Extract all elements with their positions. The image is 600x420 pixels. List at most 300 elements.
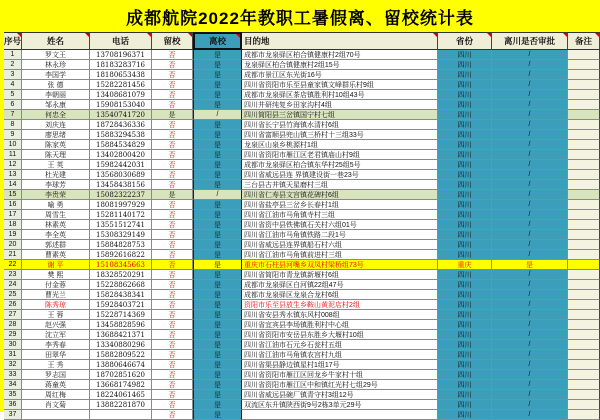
cell-phone[interactable]: 15908153040 — [90, 100, 152, 110]
cell-seq[interactable]: 4 — [4, 80, 22, 90]
cell-name[interactable]: 付金蓉 — [22, 280, 90, 290]
cell-leave[interactable]: 是 — [193, 350, 242, 360]
cell-seq[interactable]: 33 — [4, 370, 22, 380]
cell-dest[interactable]: 四川省渠县静边镇星村1组17号 — [242, 360, 438, 370]
cell-leave[interactable]: 是 — [193, 330, 242, 340]
cell-note[interactable] — [568, 100, 600, 110]
cell-phone[interactable]: 13340880296 — [90, 340, 152, 350]
cell-name[interactable]: 赵兴强 — [22, 320, 90, 330]
cell-appr[interactable]: / — [492, 100, 568, 110]
cell-leave[interactable]: 是 — [193, 90, 242, 100]
cell-stay[interactable]: 否 — [152, 350, 193, 360]
cell-prov[interactable]: 四川 — [438, 70, 492, 80]
cell-phone[interactable]: 15928403721 — [90, 300, 152, 310]
cell-appr[interactable]: / — [492, 290, 568, 300]
cell-stay[interactable]: 否 — [152, 140, 193, 150]
cell-leave[interactable]: 是 — [193, 130, 242, 140]
cell-seq[interactable]: 29 — [4, 330, 22, 340]
cell-phone[interactable]: 13408681079 — [90, 90, 152, 100]
cell-name[interactable]: 沈立军 — [22, 330, 90, 340]
cell-dest[interactable]: 三台县古井镇天星磨村三组 — [242, 180, 438, 190]
column-header-phone[interactable]: 电话 — [90, 32, 152, 50]
cell-note[interactable] — [568, 350, 600, 360]
cell-dest[interactable]: 成都市龙泉驿区龙泉合龙村6组 — [242, 290, 438, 300]
cell-seq[interactable]: 17 — [4, 210, 22, 220]
cell-prov[interactable]: 四川 — [438, 210, 492, 220]
cell-dest[interactable]: 成都市龙泉驿区白河镇22组47号 — [242, 280, 438, 290]
cell-appr[interactable]: / — [492, 210, 568, 220]
cell-note[interactable] — [568, 50, 600, 60]
cell-leave[interactable]: 是 — [193, 220, 242, 230]
cell-note[interactable] — [568, 130, 600, 140]
cell-name[interactable]: 张 德 — [22, 80, 90, 90]
cell-stay[interactable]: 否 — [152, 360, 193, 370]
cell-appr[interactable]: / — [492, 60, 568, 70]
cell-seq[interactable]: 3 — [4, 70, 22, 80]
cell-prov[interactable]: 四川 — [438, 60, 492, 70]
cell-dest[interactable]: 四川省江油市马角镇农宫村九组 — [242, 350, 438, 360]
cell-dest[interactable]: 四川省江油市石元乡石瓮村五组 — [242, 340, 438, 350]
cell-seq[interactable]: 6 — [4, 100, 22, 110]
cell-phone[interactable]: 13708196371 — [90, 50, 152, 60]
cell-leave[interactable]: 是 — [193, 170, 242, 180]
cell-dest[interactable]: 四川省资阳市雁江区中和镇红光村七组29号 — [242, 380, 438, 390]
cell-seq[interactable]: 16 — [4, 200, 22, 210]
cell-prov[interactable]: 四川 — [438, 150, 492, 160]
cell-stay[interactable]: 否 — [152, 200, 193, 210]
cell-seq[interactable]: 14 — [4, 180, 22, 190]
cell-stay[interactable]: 否 — [152, 120, 193, 130]
cell-seq[interactable]: 11 — [4, 150, 22, 160]
cell-appr[interactable]: / — [492, 310, 568, 320]
cell-name[interactable]: 陈家英 — [22, 140, 90, 150]
cell-appr[interactable]: / — [492, 280, 568, 290]
cell-appr[interactable]: / — [492, 70, 568, 80]
cell-phone[interactable]: 15228862668 — [90, 280, 152, 290]
cell-seq[interactable]: 26 — [4, 300, 22, 310]
cell-dest[interactable]: 四川省宜宾县李场镇胜利村中心组 — [242, 320, 438, 330]
cell-prov[interactable]: 四川 — [438, 320, 492, 330]
cell-dest[interactable]: 四川省简阳市青龙镇新堰村6组 — [242, 270, 438, 280]
cell-leave[interactable]: 是 — [193, 70, 242, 80]
cell-seq[interactable]: 21 — [4, 250, 22, 260]
cell-leave[interactable]: 是 — [193, 150, 242, 160]
cell-note[interactable] — [568, 160, 600, 170]
cell-name[interactable]: 林素英 — [22, 220, 90, 230]
cell-note[interactable] — [568, 220, 600, 230]
cell-note[interactable] — [568, 190, 600, 200]
cell-name[interactable]: 陈秀琼 — [22, 300, 90, 310]
cell-appr[interactable]: / — [492, 180, 568, 190]
cell-leave[interactable]: 是 — [193, 120, 242, 130]
cell-phone[interactable]: 13458438156 — [90, 180, 152, 190]
cell-dest[interactable]: 四川省威远县连 界镇建设街一巷23号 — [242, 170, 438, 180]
cell-dest[interactable]: 四川省江油市马角镇铁路二段1号 — [242, 230, 438, 240]
cell-prov[interactable]: 四川 — [438, 110, 492, 120]
cell-appr[interactable]: / — [492, 400, 568, 410]
cell-appr[interactable]: / — [492, 250, 568, 260]
cell-note[interactable] — [568, 400, 600, 410]
cell-seq[interactable]: 30 — [4, 340, 22, 350]
cell-prov[interactable]: 四川 — [438, 280, 492, 290]
cell-name[interactable]: 李贵荣 — [22, 190, 90, 200]
cell-phone[interactable]: 18180653438 — [90, 70, 152, 80]
cell-dest[interactable]: 四川省资阳市乐至县童家镇文峰群乐村9组 — [242, 80, 438, 90]
cell-seq[interactable]: 10 — [4, 140, 22, 150]
cell-seq[interactable]: 35 — [4, 390, 22, 400]
cell-note[interactable] — [568, 200, 600, 210]
cell-seq[interactable]: 36 — [4, 400, 22, 410]
cell-stay[interactable]: 否 — [152, 290, 193, 300]
cell-phone[interactable]: 13880646674 — [90, 360, 152, 370]
cell-prov[interactable]: 四川 — [438, 230, 492, 240]
cell-note[interactable] — [568, 410, 600, 420]
cell-prov[interactable]: 四川 — [438, 140, 492, 150]
cell-dest[interactable]: 四川省富顺县兜山镇三桥村十三组33号 — [242, 130, 438, 140]
cell-leave[interactable]: 是 — [193, 390, 242, 400]
cell-note[interactable] — [568, 80, 600, 90]
cell-appr[interactable]: / — [492, 350, 568, 360]
cell-seq[interactable]: 23 — [4, 270, 22, 280]
cell-prov[interactable]: 四川 — [438, 400, 492, 410]
cell-note[interactable] — [568, 330, 600, 340]
cell-name[interactable] — [22, 410, 90, 420]
cell-seq[interactable]: 13 — [4, 170, 22, 180]
cell-phone[interactable]: 15308329149 — [90, 230, 152, 240]
cell-appr[interactable]: / — [492, 140, 568, 150]
cell-phone[interactable]: 18728436336 — [90, 120, 152, 130]
cell-leave[interactable]: 是 — [193, 370, 242, 380]
cell-phone[interactable]: 13688421371 — [90, 330, 152, 340]
cell-prov[interactable]: 四川 — [438, 250, 492, 260]
cell-stay[interactable]: 否 — [152, 90, 193, 100]
cell-name[interactable]: 陈天理 — [22, 150, 90, 160]
cell-phone[interactable]: 13668174982 — [90, 380, 152, 390]
cell-name[interactable]: 李国学 — [22, 70, 90, 80]
cell-leave[interactable]: 是 — [193, 60, 242, 70]
cell-stay[interactable]: 否 — [152, 220, 193, 230]
cell-stay[interactable]: 否 — [152, 180, 193, 190]
cell-stay[interactable]: 否 — [152, 340, 193, 350]
cell-stay[interactable]: 否 — [152, 240, 193, 250]
cell-phone[interactable]: 18702851620 — [90, 370, 152, 380]
cell-prov[interactable]: 四川 — [438, 410, 492, 420]
cell-name[interactable]: 曹素英 — [22, 250, 90, 260]
cell-name[interactable]: 何忠全 — [22, 110, 90, 120]
cell-prov[interactable]: 四川 — [438, 170, 492, 180]
cell-appr[interactable]: / — [492, 130, 568, 140]
cell-appr[interactable]: 是 — [492, 260, 568, 270]
cell-dest[interactable]: 四川省资阳市雁江区老君镇庙山村9组 — [242, 150, 438, 160]
column-header-dest[interactable]: 目的地 — [242, 32, 438, 50]
cell-name[interactable]: 王 英 — [22, 160, 90, 170]
cell-stay[interactable]: 是 — [152, 190, 193, 200]
cell-note[interactable] — [568, 300, 600, 310]
cell-prov[interactable]: 四川 — [438, 80, 492, 90]
cell-stay[interactable]: 否 — [152, 70, 193, 80]
column-header-appr[interactable]: 离川是否审批 — [492, 32, 568, 50]
cell-appr[interactable]: / — [492, 220, 568, 230]
cell-phone[interactable]: 15228714369 — [90, 310, 152, 320]
cell-note[interactable] — [568, 150, 600, 160]
cell-phone[interactable]: 13402800420 — [90, 150, 152, 160]
cell-leave[interactable]: / — [193, 110, 242, 120]
cell-seq[interactable]: 7 — [4, 110, 22, 120]
cell-dest[interactable]: 四川省资中县铁佛镇石关村六组01号 — [242, 220, 438, 230]
cell-dest[interactable]: 四川省长宁县竹海镇水清村6组 — [242, 120, 438, 130]
cell-prov[interactable]: 四川 — [438, 190, 492, 200]
cell-name[interactable]: 郭述群 — [22, 240, 90, 250]
cell-leave[interactable]: 是 — [193, 280, 242, 290]
cell-prov[interactable]: 四川 — [438, 120, 492, 130]
cell-appr[interactable]: / — [492, 360, 568, 370]
cell-seq[interactable]: 15 — [4, 190, 22, 200]
cell-name[interactable]: 蒋童英 — [22, 380, 90, 390]
cell-phone[interactable]: 13551512741 — [90, 220, 152, 230]
cell-appr[interactable]: / — [492, 340, 568, 350]
cell-phone[interactable]: 13882281870 — [90, 400, 152, 410]
cell-note[interactable] — [568, 310, 600, 320]
cell-appr[interactable]: / — [492, 50, 568, 60]
cell-name[interactable]: 曹光兰 — [22, 290, 90, 300]
cell-seq[interactable]: 27 — [4, 310, 22, 320]
cell-dest[interactable]: 龙泉驿区柏合镇健康村2组15号 — [242, 60, 438, 70]
cell-note[interactable] — [568, 380, 600, 390]
cell-note[interactable] — [568, 180, 600, 190]
column-header-prov[interactable]: 省份 — [438, 32, 492, 50]
cell-name[interactable]: 李全英 — [22, 230, 90, 240]
cell-stay[interactable]: 否 — [152, 400, 193, 410]
cell-leave[interactable]: 是 — [193, 320, 242, 330]
column-header-seq[interactable]: 序号 — [4, 32, 22, 50]
cell-stay[interactable]: 否 — [152, 160, 193, 170]
cell-seq[interactable]: 24 — [4, 280, 22, 290]
cell-phone[interactable]: 18328520291 — [90, 270, 152, 280]
cell-name[interactable]: 邹永康 — [22, 100, 90, 110]
cell-leave[interactable]: 是 — [193, 100, 242, 110]
cell-note[interactable] — [568, 270, 600, 280]
cell-name[interactable]: 樊 熙 — [22, 270, 90, 280]
cell-stay[interactable]: 否 — [152, 250, 193, 260]
cell-appr[interactable]: / — [492, 380, 568, 390]
cell-appr[interactable]: / — [492, 410, 568, 420]
cell-leave[interactable]: 是 — [193, 340, 242, 350]
cell-stay[interactable]: 否 — [152, 260, 193, 270]
cell-phone[interactable]: 18224061465 — [90, 390, 152, 400]
column-header-note[interactable]: 备注 — [568, 32, 600, 50]
cell-appr[interactable]: / — [492, 230, 568, 240]
cell-stay[interactable]: 否 — [152, 280, 193, 290]
cell-seq[interactable]: 2 — [4, 60, 22, 70]
cell-name[interactable]: 王 秀 — [22, 360, 90, 370]
cell-stay[interactable]: 否 — [152, 310, 193, 320]
cell-prov[interactable]: 四川 — [438, 290, 492, 300]
cell-name[interactable]: 谢 平 — [22, 260, 90, 270]
cell-stay[interactable]: 否 — [152, 410, 193, 420]
cell-dest[interactable]: 资阳市乐至县放生乡鞍山黄泥店村2组 — [242, 300, 438, 310]
cell-prov[interactable]: 四川 — [438, 350, 492, 360]
cell-appr[interactable]: / — [492, 120, 568, 130]
cell-appr[interactable]: / — [492, 240, 568, 250]
cell-note[interactable] — [568, 70, 600, 80]
cell-leave[interactable]: 是 — [193, 380, 242, 390]
cell-seq[interactable]: 28 — [4, 320, 22, 330]
cell-leave[interactable]: 是 — [193, 180, 242, 190]
cell-stay[interactable]: 否 — [152, 380, 193, 390]
column-header-stay[interactable]: 留校 — [152, 32, 193, 50]
cell-dest[interactable]: 成都市龙泉驿区柏合镇东华村25组5号 — [242, 160, 438, 170]
cell-dest[interactable]: 成都市龙泉驿区茶店镇胜利村10组43号 — [242, 90, 438, 100]
cell-dest[interactable]: 四川省江油市马角镇前进村三组 — [242, 250, 438, 260]
cell-prov[interactable]: 四川 — [438, 310, 492, 320]
cell-appr[interactable]: / — [492, 330, 568, 340]
cell-phone[interactable]: 15108345663 — [90, 260, 152, 270]
cell-phone[interactable]: 15883294538 — [90, 130, 152, 140]
cell-note[interactable] — [568, 370, 600, 380]
cell-dest[interactable]: 双流区东升镇陕西街9号2栋3单元29号 — [242, 400, 438, 410]
cell-phone[interactable]: 13458828596 — [90, 320, 152, 330]
cell-name[interactable]: 李球芳 — [22, 180, 90, 190]
cell-note[interactable] — [568, 290, 600, 300]
cell-seq[interactable]: 8 — [4, 120, 22, 130]
cell-appr[interactable]: / — [492, 150, 568, 160]
cell-leave[interactable]: 是 — [193, 310, 242, 320]
cell-phone[interactable]: 15884828753 — [90, 240, 152, 250]
cell-dest[interactable]: 四川省盐亭县三岔乡长春村1组 — [242, 200, 438, 210]
cell-prov[interactable]: 四川 — [438, 90, 492, 100]
cell-name[interactable]: 李秀春 — [22, 340, 90, 350]
cell-stay[interactable]: 否 — [152, 100, 193, 110]
cell-note[interactable] — [568, 250, 600, 260]
cell-prov[interactable]: 四川 — [438, 340, 492, 350]
cell-seq[interactable]: 9 — [4, 130, 22, 140]
cell-name[interactable]: 周红梅 — [22, 390, 90, 400]
cell-leave[interactable]: 是 — [193, 300, 242, 310]
cell-note[interactable] — [568, 140, 600, 150]
cell-phone[interactable]: 13568030689 — [90, 170, 152, 180]
cell-dest[interactable]: 龙泉区山泉乡桃源村1组 — [242, 140, 438, 150]
cell-prov[interactable]: 四川 — [438, 270, 492, 280]
cell-leave[interactable]: 是 — [193, 160, 242, 170]
cell-phone[interactable]: 18081997929 — [90, 200, 152, 210]
cell-name[interactable]: 王 蓉 — [22, 310, 90, 320]
cell-dest[interactable]: 四川井研纯复乡田家沟村4组 — [242, 100, 438, 110]
cell-stay[interactable]: 否 — [152, 270, 193, 280]
cell-stay[interactable]: 否 — [152, 170, 193, 180]
cell-leave[interactable]: 是 — [193, 270, 242, 280]
cell-seq[interactable]: 22 — [4, 260, 22, 270]
cell-seq[interactable]: 31 — [4, 350, 22, 360]
cell-prov[interactable]: 四川 — [438, 180, 492, 190]
cell-stay[interactable]: 否 — [152, 320, 193, 330]
cell-name[interactable]: 肖文菊 — [22, 400, 90, 410]
cell-dest[interactable]: 四川省威远县碗厂镇青守村3组12号 — [242, 390, 438, 400]
cell-name[interactable]: 罗志国 — [22, 370, 90, 380]
cell-leave[interactable]: 是 — [193, 250, 242, 260]
cell-name[interactable]: 罗文王 — [22, 50, 90, 60]
cell-prov[interactable]: 四川 — [438, 330, 492, 340]
cell-leave[interactable]: 是 — [193, 200, 242, 210]
cell-phone[interactable]: 15982442031 — [90, 160, 152, 170]
cell-name[interactable]: 林永珍 — [22, 60, 90, 70]
cell-appr[interactable]: / — [492, 270, 568, 280]
cell-appr[interactable]: / — [492, 160, 568, 170]
cell-stay[interactable]: 是 — [152, 110, 193, 120]
cell-seq[interactable]: 37 — [4, 410, 22, 420]
cell-stay[interactable]: 否 — [152, 210, 193, 220]
cell-note[interactable] — [568, 230, 600, 240]
cell-note[interactable] — [568, 390, 600, 400]
cell-note[interactable] — [568, 240, 600, 250]
cell-appr[interactable]: / — [492, 90, 568, 100]
cell-seq[interactable]: 18 — [4, 220, 22, 230]
cell-seq[interactable]: 32 — [4, 360, 22, 370]
cell-note[interactable] — [568, 110, 600, 120]
cell-name[interactable]: 廖思绪 — [22, 130, 90, 140]
cell-appr[interactable]: / — [492, 200, 568, 210]
cell-prov[interactable]: 四川 — [438, 390, 492, 400]
cell-dest[interactable]: 四川简阳县三岔镇国宁村七组 — [242, 110, 438, 120]
cell-note[interactable] — [568, 260, 600, 270]
cell-dest[interactable]: 重庆市石柱县河嘴乡双凤村梁桥组73号 — [242, 260, 438, 270]
cell-prov[interactable]: 四川 — [438, 160, 492, 170]
cell-phone[interactable]: 15892616822 — [90, 250, 152, 260]
cell-name[interactable]: 田翠华 — [22, 350, 90, 360]
cell-note[interactable] — [568, 340, 600, 350]
cell-dest[interactable]: 四川省威远县连界镇船石村六组 — [242, 240, 438, 250]
cell-leave[interactable]: 是 — [193, 260, 242, 270]
cell-note[interactable] — [568, 170, 600, 180]
cell-name[interactable]: 李朝丽 — [22, 90, 90, 100]
column-header-leave[interactable]: 离校 — [193, 32, 242, 50]
cell-leave[interactable]: 是 — [193, 290, 242, 300]
cell-dest[interactable]: 成都市景江区东光街16号 — [242, 70, 438, 80]
cell-stay[interactable]: 否 — [152, 300, 193, 310]
cell-prov[interactable]: 重庆 — [438, 260, 492, 270]
cell-stay[interactable]: 否 — [152, 150, 193, 160]
cell-phone[interactable] — [90, 410, 152, 420]
cell-phone[interactable]: 15082322237 — [90, 190, 152, 200]
cell-phone[interactable]: 15884534829 — [90, 140, 152, 150]
cell-leave[interactable]: 是 — [193, 50, 242, 60]
cell-leave[interactable]: 是 — [193, 400, 242, 410]
cell-appr[interactable]: / — [492, 300, 568, 310]
cell-prov[interactable]: 四川 — [438, 130, 492, 140]
cell-note[interactable] — [568, 210, 600, 220]
cell-prov[interactable]: 四川 — [438, 240, 492, 250]
cell-prov[interactable]: 四川 — [438, 100, 492, 110]
cell-stay[interactable]: 否 — [152, 370, 193, 380]
cell-prov[interactable]: 四川 — [438, 300, 492, 310]
cell-phone[interactable]: 15281140172 — [90, 210, 152, 220]
cell-name[interactable]: 杜光建 — [22, 170, 90, 180]
cell-note[interactable] — [568, 60, 600, 70]
cell-seq[interactable]: 19 — [4, 230, 22, 240]
cell-appr[interactable]: / — [492, 80, 568, 90]
cell-phone[interactable]: 15282281456 — [90, 80, 152, 90]
cell-leave[interactable]: 是 — [193, 230, 242, 240]
cell-name[interactable]: 周雪生 — [22, 210, 90, 220]
cell-stay[interactable]: 否 — [152, 50, 193, 60]
cell-note[interactable] — [568, 360, 600, 370]
cell-prov[interactable]: 四川 — [438, 50, 492, 60]
cell-phone[interactable]: 15828438341 — [90, 290, 152, 300]
cell-dest[interactable]: 四川省安县秀水镇东风村008组 — [242, 310, 438, 320]
cell-stay[interactable]: 否 — [152, 330, 193, 340]
cell-seq[interactable]: 12 — [4, 160, 22, 170]
cell-leave[interactable]: 是 — [193, 140, 242, 150]
cell-appr[interactable]: / — [492, 320, 568, 330]
